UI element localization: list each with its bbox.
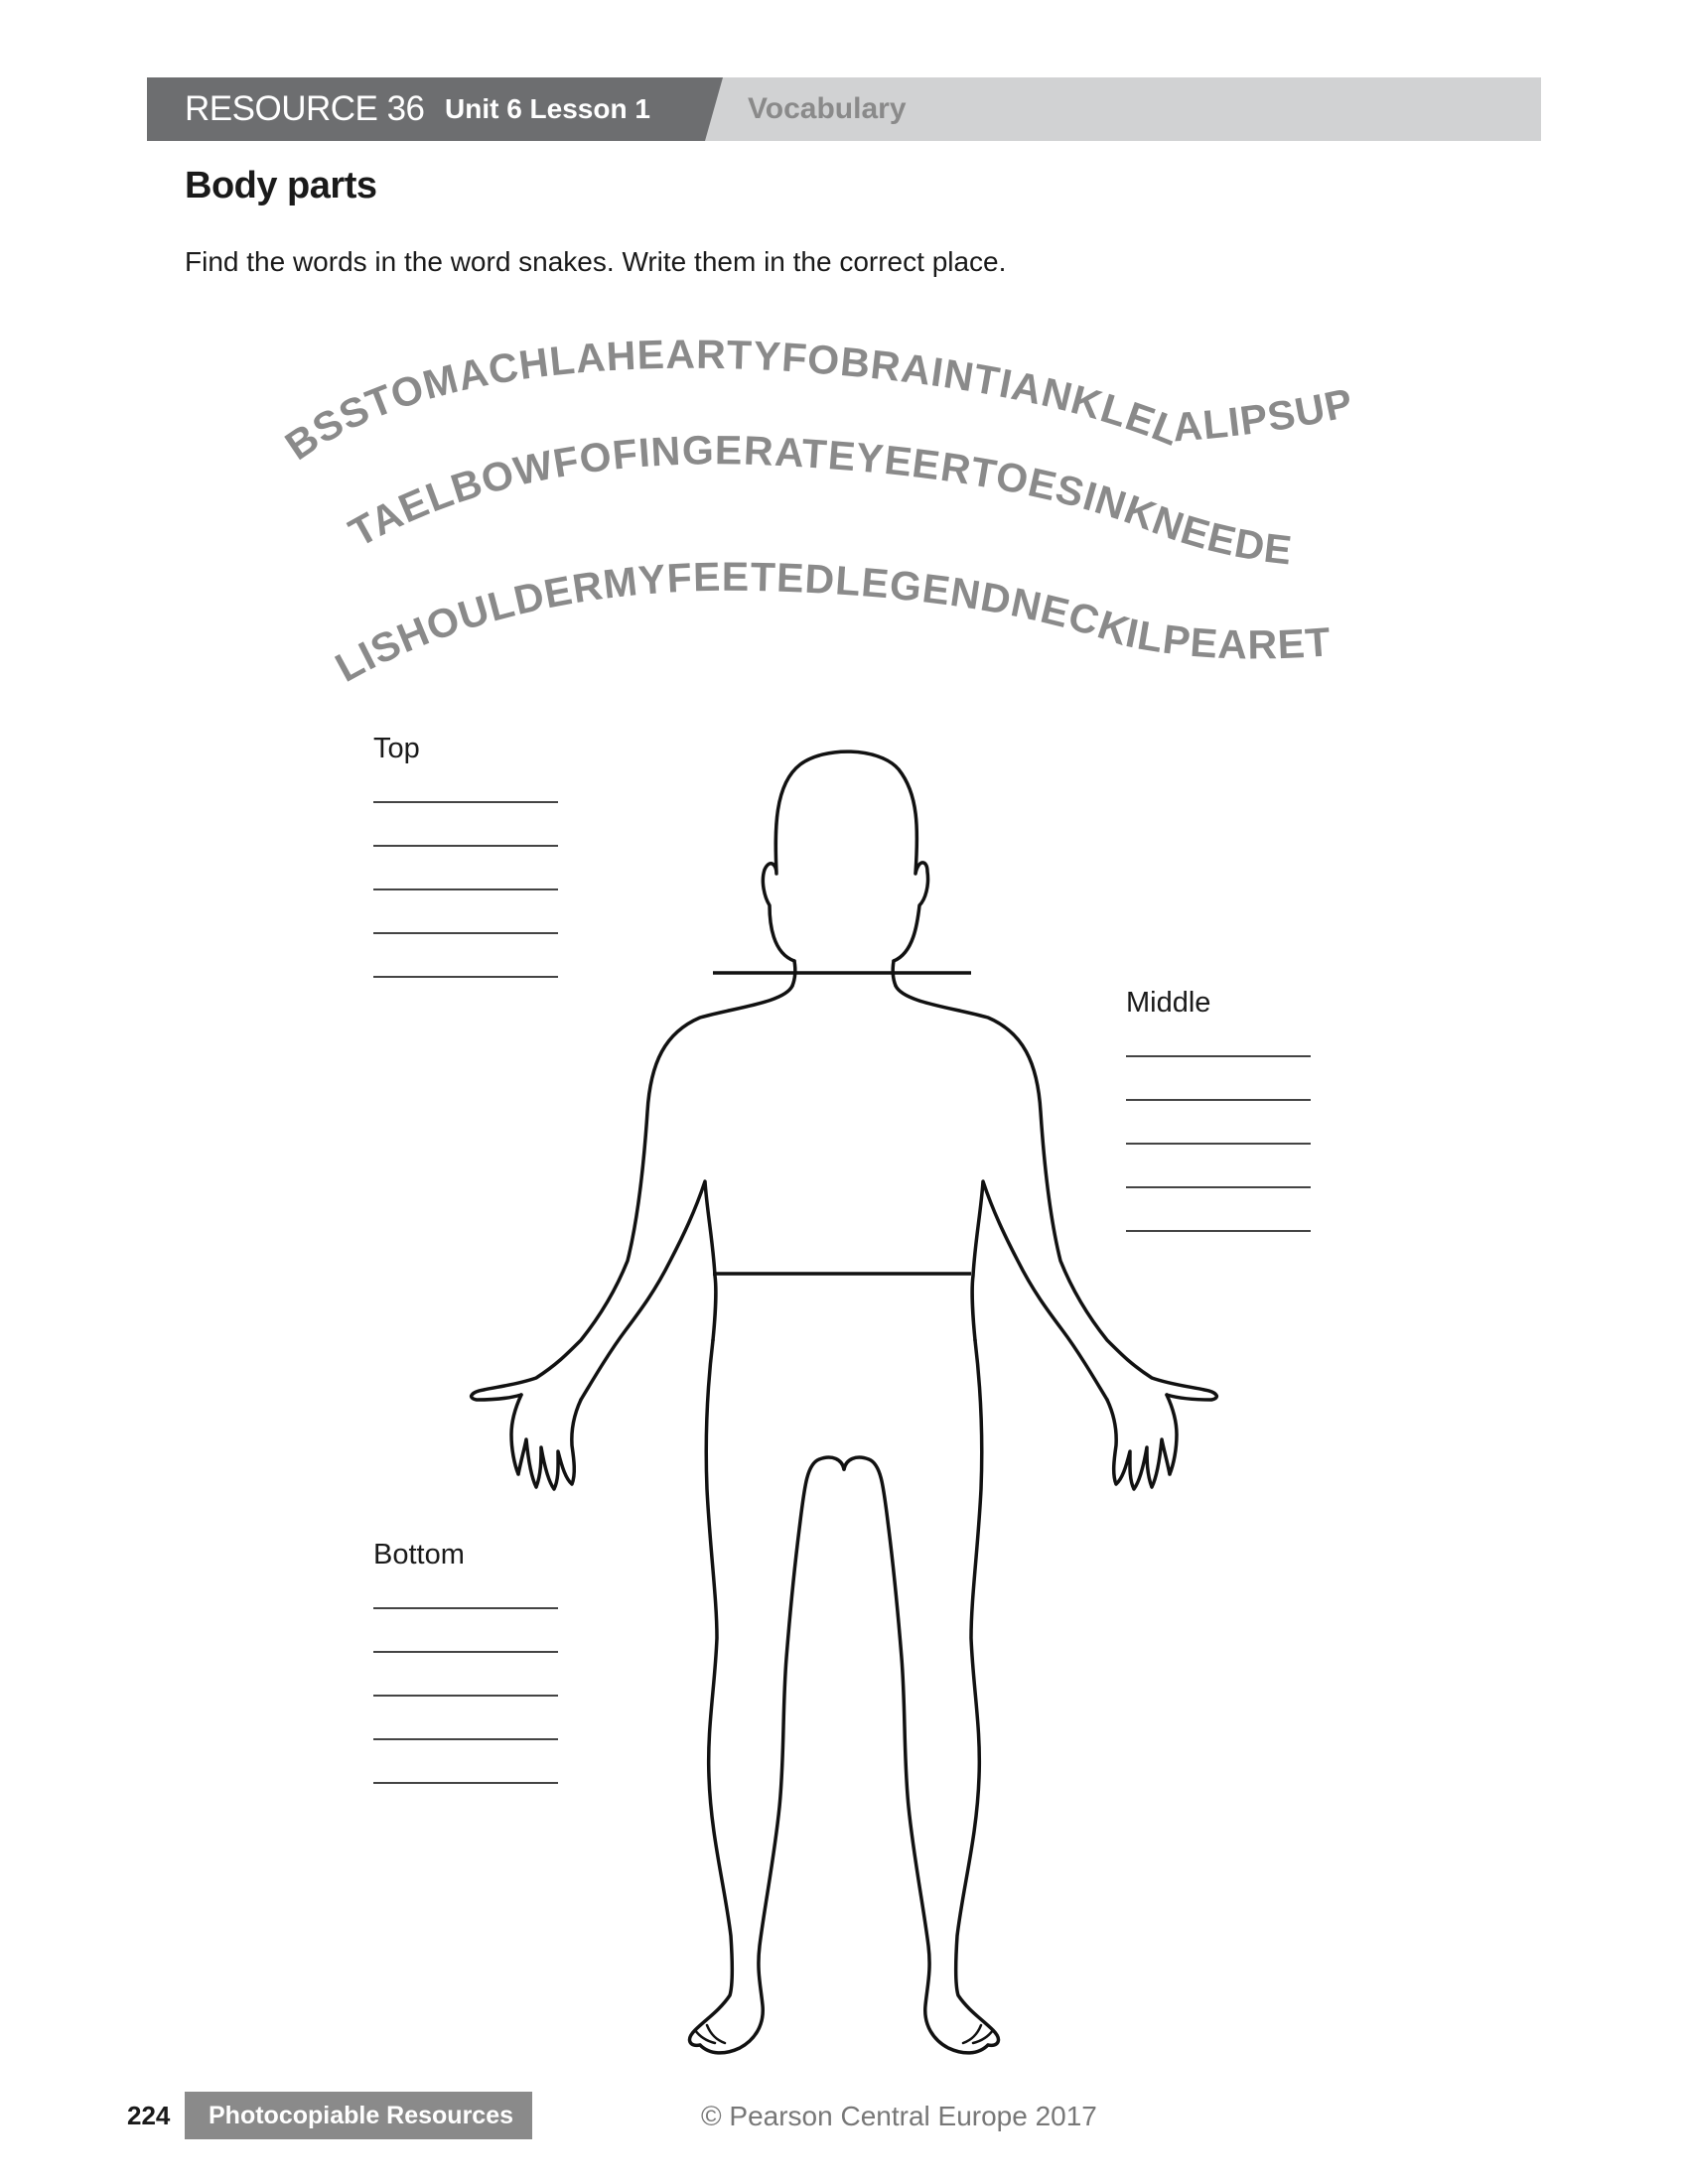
middle-answer-line-2[interactable] [1126,1099,1311,1101]
section-label: Vocabulary [748,92,907,125]
page-number: 224 [127,2101,171,2130]
top-answer-line-4[interactable] [373,932,558,934]
bottom-label: Bottom [373,1539,465,1570]
word-snake-1: BSSTOMACHLAHEARTYFOBRAINTIANKLELALIPSUP [277,331,1357,470]
middle-answer-line-5[interactable] [1126,1230,1311,1232]
page-title: Body parts [185,165,377,206]
right-shoulder-arm [896,986,1216,1400]
top-answer-line-3[interactable] [373,888,558,890]
bottom-answer-line-5[interactable] [373,1782,558,1784]
left-shoulder-arm [472,986,792,1400]
bottom-answer-line-4[interactable] [373,1738,558,1740]
resource-number: RESOURCE 36 [185,89,425,128]
right-leg [844,1340,998,2053]
right-hand [1107,1395,1177,1489]
middle-answer-line-3[interactable] [1126,1143,1311,1145]
top-answer-line-5[interactable] [373,976,558,978]
footer-label-box [185,2092,532,2139]
bottom-answer-line-3[interactable] [373,1695,558,1697]
top-answer-line-1[interactable] [373,801,558,803]
footer-label: Photocopiable Resources [209,2102,514,2129]
instruction-text: Find the words in the word snakes. Write them in the correct place. [185,246,1007,277]
copyright-text: © Pearson Central Europe 2017 [701,2101,1097,2131]
bottom-answer-line-2[interactable] [373,1651,558,1653]
left-inner-arm [581,1181,716,1400]
left-hand [511,1395,581,1489]
word-snake-3: LISHOULDERMYFEETEDLEGENDNECKILPEARET [328,553,1334,691]
middle-answer-line-4[interactable] [1126,1186,1311,1188]
unit-lesson: Unit 6 Lesson 1 [445,93,650,124]
bottom-answer-line-1[interactable] [373,1607,558,1609]
top-answer-line-2[interactable] [373,845,558,847]
left-leg [690,1340,844,2053]
word-snake-2: TAELBOWFOFINGERATEYEERTOESINKNEEDE [341,427,1296,574]
middle-label: Middle [1126,987,1211,1019]
right-inner-arm [972,1181,1107,1400]
middle-answer-line-1[interactable] [1126,1055,1311,1057]
head-outline [763,751,927,961]
top-label: Top [373,733,420,764]
